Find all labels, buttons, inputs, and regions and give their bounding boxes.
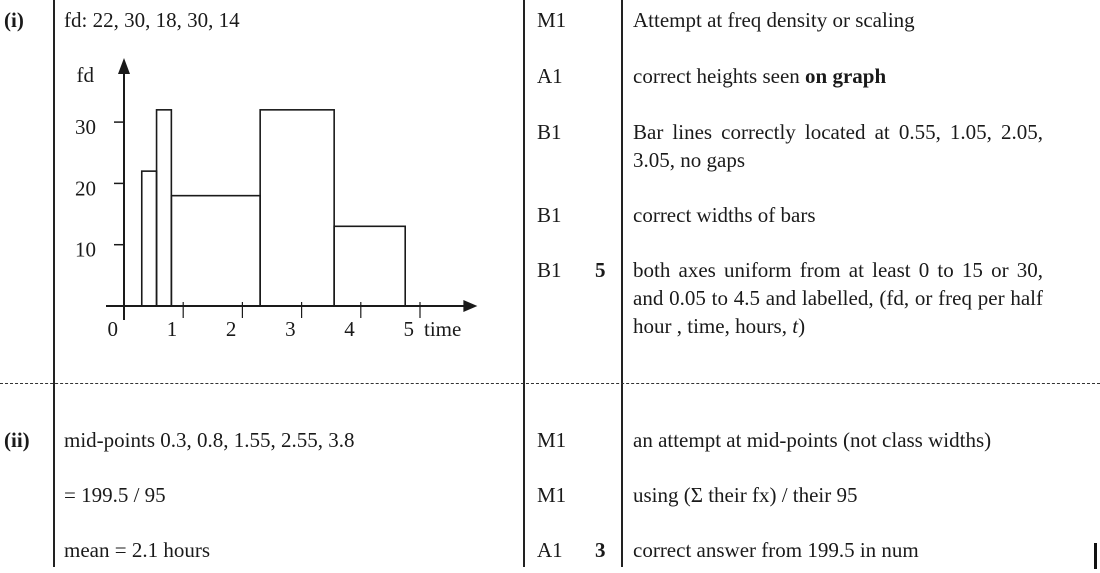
mark-code: M1: [537, 483, 567, 507]
mark-code: A1: [537, 538, 563, 562]
x-axis-arrow: [463, 300, 477, 312]
mark-note: using (Σ their fx) / their 95: [633, 483, 858, 507]
x-tick-label: 2: [225, 317, 237, 341]
histogram-bar: [171, 196, 260, 306]
mark-note: an attempt at mid-points (not class widths): [633, 428, 992, 452]
mark-code: M1: [537, 428, 567, 452]
x-tick-label: 3: [285, 317, 296, 341]
x-tick-label: 4: [344, 317, 355, 341]
mark-note-bold: on graph: [805, 64, 887, 88]
y-axis-label: fd: [76, 63, 94, 87]
y-tick-label: 30: [75, 115, 96, 140]
mark-total: 5: [595, 258, 606, 282]
histogram-bar: [334, 226, 405, 306]
section-divider: [0, 383, 1100, 384]
mark-code: B1: [537, 258, 562, 282]
mark-total: 3: [595, 538, 606, 562]
mark-code: M1: [537, 8, 567, 32]
x-tick-label: 5: [403, 317, 414, 341]
working-line: = 199.5 / 95: [64, 483, 166, 507]
part-ii-label: (ii): [4, 428, 30, 452]
fd-working: fd: 22, 30, 18, 30, 14: [64, 8, 240, 32]
y-tick-label: 10: [75, 237, 96, 262]
y-axis-arrow: [118, 58, 130, 74]
mark-note-italic: t: [792, 314, 799, 338]
mark-note: [633, 62, 886, 90]
histogram-bar: [142, 171, 157, 306]
working-line: mean = 2.1 hours: [64, 538, 210, 562]
column-divider-3: [621, 0, 623, 567]
mark-note-text: both axes uniform from at least 0 to 15 or 30, and 0.05 to 4.5 and labelled, (fd, or freq per half hour , time, hours,: [633, 258, 1043, 338]
y-tick-label: 20: [75, 176, 96, 201]
mark-note: Bar lines correctly located at 0.55, 1.05, 2.05, 3.05, no gaps: [633, 120, 1043, 172]
working-line: mid-points 0.3, 0.8, 1.55, 2.55, 3.8: [64, 428, 355, 452]
mark-note-end: ): [798, 314, 806, 338]
mark-code: A1: [537, 64, 563, 88]
mark-note: correct widths of bars: [633, 203, 816, 227]
mark-code: B1: [537, 120, 562, 144]
mark-note: [633, 256, 1043, 340]
histogram: [50, 48, 530, 348]
mark-code: B1: [537, 203, 562, 227]
mark-note-text: correct heights seen: [633, 64, 800, 88]
mark-note: correct answer from 199.5 in num: [633, 538, 919, 562]
histogram-bar: [157, 110, 172, 306]
mark-note: Attempt at freq density or scaling: [633, 8, 915, 32]
text-cursor: [1094, 543, 1097, 569]
x-tick-label: 0: [107, 317, 118, 341]
x-axis-label: time: [424, 317, 462, 341]
histogram-bar: [260, 110, 334, 306]
part-i-label: (i): [4, 8, 24, 32]
x-tick-label: 1: [166, 317, 178, 341]
